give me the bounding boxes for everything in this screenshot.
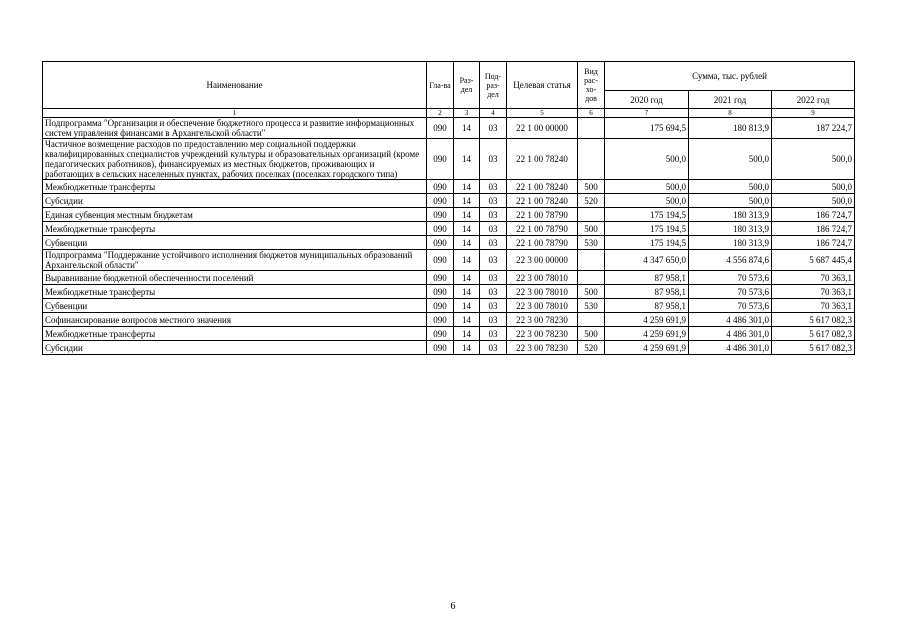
column-number-row [43,109,855,118]
row-value-2022: 5 617 082,3 [772,327,855,341]
header-podrazdel: Под-раз-дел [480,62,507,109]
row-vid [578,250,605,271]
row-podrazdel: 03 [480,327,507,341]
table-row [43,285,855,299]
row-celevaya: 22 1 00 78790 [507,208,578,222]
row-value-2020: 4 347 650,0 [605,250,689,271]
row-vid: 500 [578,285,605,299]
row-glava: 090 [427,139,454,180]
row-name: Единая субвенция местным бюджетам [43,208,427,222]
row-vid: 530 [578,236,605,250]
row-glava: 090 [427,327,454,341]
row-value-2022: 186 724,7 [772,236,855,250]
row-razdel: 14 [454,180,480,194]
row-vid [578,118,605,139]
header-razdel: Раз-дел [454,62,480,109]
col-number: 8 [689,109,772,118]
col-number: 2 [427,109,454,118]
row-podrazdel: 03 [480,180,507,194]
row-vid [578,208,605,222]
col-number: 3 [454,109,480,118]
row-vid: 500 [578,180,605,194]
table-body [43,118,855,355]
row-celevaya: 22 1 00 78790 [507,222,578,236]
header-2022: 2022 год [772,91,855,109]
row-podrazdel: 03 [480,250,507,271]
row-glava: 090 [427,222,454,236]
row-value-2021: 180 313,9 [689,236,772,250]
row-glava: 090 [427,236,454,250]
header-celevaya: Целевая статья [507,62,578,109]
row-value-2022: 500,0 [772,139,855,180]
row-name: Межбюджетные трансферты [43,285,427,299]
row-value-2022: 5 617 082,3 [772,313,855,327]
row-celevaya: 22 3 00 78230 [507,313,578,327]
table-row [43,313,855,327]
page-number: 6 [450,601,456,612]
table-row [43,327,855,341]
row-razdel: 14 [454,139,480,180]
row-value-2022: 500,0 [772,194,855,208]
row-razdel: 14 [454,236,480,250]
row-celevaya: 22 3 00 78230 [507,327,578,341]
row-value-2020: 175 194,5 [605,208,689,222]
row-value-2020: 4 259 691,9 [605,341,689,355]
row-value-2021: 180 313,9 [689,208,772,222]
row-value-2022: 500,0 [772,180,855,194]
row-glava: 090 [427,250,454,271]
header-vid: Вид рас-хо-дов [578,62,605,109]
row-vid: 520 [578,341,605,355]
row-value-2020: 4 259 691,9 [605,327,689,341]
row-razdel: 14 [454,194,480,208]
col-number: 5 [507,109,578,118]
row-razdel: 14 [454,250,480,271]
row-value-2021: 4 486 301,0 [689,327,772,341]
table-row [43,236,855,250]
header-name: Наименование [43,62,427,109]
row-razdel: 14 [454,299,480,313]
row-razdel: 14 [454,222,480,236]
col-number: 9 [772,109,855,118]
row-podrazdel: 03 [480,208,507,222]
row-value-2022: 70 363,1 [772,299,855,313]
table-row [43,271,855,285]
row-celevaya: 22 1 00 78790 [507,236,578,250]
row-vid: 500 [578,327,605,341]
col-number: 4 [480,109,507,118]
row-name: Субсидии [43,194,427,208]
row-value-2021: 180 813,9 [689,118,772,139]
row-value-2020: 175 194,5 [605,222,689,236]
row-value-2022: 187 224,7 [772,118,855,139]
table-row [43,180,855,194]
row-vid [578,313,605,327]
row-celevaya: 22 3 00 78010 [507,271,578,285]
row-glava: 090 [427,285,454,299]
table-row [43,299,855,313]
row-celevaya: 22 3 00 00000 [507,250,578,271]
table-row [43,222,855,236]
row-name: Софинансирование вопросов местного значения [43,313,427,327]
row-podrazdel: 03 [480,139,507,180]
row-celevaya: 22 3 00 78230 [507,341,578,355]
header-2021: 2021 год [689,91,772,109]
col-number: 7 [605,109,689,118]
row-value-2021: 70 573,6 [689,271,772,285]
row-name: Частичное возмещение расходов по предоставлению мер социальной поддержки квалифицированных специалистов учреждений культуры и образовательных организаций (кроме педагогических работников), финансируемых из местных бюджетов, проживающих и работающих в сельских населенных пунктах, рабочих поселках (поселках городского типа) [43,139,427,180]
row-name: Субвенции [43,299,427,313]
row-razdel: 14 [454,208,480,222]
col-number: 1 [43,109,427,118]
col-number: 6 [578,109,605,118]
row-value-2020: 500,0 [605,139,689,180]
row-celevaya: 22 1 00 78240 [507,194,578,208]
row-podrazdel: 03 [480,194,507,208]
row-value-2022: 186 724,7 [772,208,855,222]
row-vid: 500 [578,222,605,236]
row-value-2021: 4 556 874,6 [689,250,772,271]
row-name: Подпрограмма "Организация и обеспечение бюджетного процесса и развитие информационных систем управления финансами в Архангельской области" [43,118,427,139]
row-value-2020: 4 259 691,9 [605,313,689,327]
row-value-2021: 500,0 [689,139,772,180]
row-value-2021: 70 573,6 [689,299,772,313]
row-value-2020: 500,0 [605,194,689,208]
row-celevaya: 22 3 00 78010 [507,299,578,313]
row-name: Межбюджетные трансферты [43,327,427,341]
row-name: Межбюджетные трансферты [43,222,427,236]
row-glava: 090 [427,271,454,285]
row-value-2021: 500,0 [689,180,772,194]
row-podrazdel: 03 [480,285,507,299]
row-razdel: 14 [454,271,480,285]
row-name: Подпрограмма "Поддержание устойчивого исполнения бюджетов муниципальных образований Архангельской области" [43,250,427,271]
row-value-2021: 4 486 301,0 [689,341,772,355]
row-value-2021: 500,0 [689,194,772,208]
row-value-2020: 175 694,5 [605,118,689,139]
row-celevaya: 22 1 00 78240 [507,180,578,194]
row-value-2022: 70 363,1 [772,285,855,299]
row-glava: 090 [427,118,454,139]
row-podrazdel: 03 [480,341,507,355]
row-name: Межбюджетные трансферты [43,180,427,194]
row-podrazdel: 03 [480,236,507,250]
row-glava: 090 [427,208,454,222]
row-value-2021: 4 486 301,0 [689,313,772,327]
row-value-2021: 180 313,9 [689,222,772,236]
row-celevaya: 22 1 00 78240 [507,139,578,180]
row-value-2022: 186 724,7 [772,222,855,236]
row-podrazdel: 03 [480,313,507,327]
table-row [43,250,855,271]
row-value-2020: 87 958,1 [605,271,689,285]
row-vid [578,139,605,180]
row-razdel: 14 [454,327,480,341]
row-podrazdel: 03 [480,222,507,236]
row-razdel: 14 [454,313,480,327]
row-value-2020: 175 194,5 [605,236,689,250]
row-vid: 530 [578,299,605,313]
row-value-2020: 500,0 [605,180,689,194]
row-vid: 520 [578,194,605,208]
row-razdel: 14 [454,118,480,139]
row-glava: 090 [427,194,454,208]
budget-table [42,61,855,355]
header-glava: Гла-ва [427,62,454,109]
row-value-2022: 5 687 445,4 [772,250,855,271]
row-value-2020: 87 958,1 [605,299,689,313]
table-row [43,139,855,180]
row-name: Выравнивание бюджетной обеспеченности поселений [43,271,427,285]
header-summa: Сумма, тыс. рублей [605,62,855,91]
row-glava: 090 [427,299,454,313]
table-row [43,341,855,355]
row-razdel: 14 [454,285,480,299]
table-row [43,194,855,208]
row-value-2022: 5 617 082,3 [772,341,855,355]
row-value-2022: 70 363,1 [772,271,855,285]
row-name: Субсидии [43,341,427,355]
row-podrazdel: 03 [480,118,507,139]
header-2020: 2020 год [605,91,689,109]
row-podrazdel: 03 [480,299,507,313]
row-vid [578,271,605,285]
row-name: Субвенции [43,236,427,250]
row-podrazdel: 03 [480,271,507,285]
row-razdel: 14 [454,341,480,355]
row-value-2020: 87 958,1 [605,285,689,299]
row-celevaya: 22 3 00 78010 [507,285,578,299]
row-glava: 090 [427,341,454,355]
row-value-2021: 70 573,6 [689,285,772,299]
row-celevaya: 22 1 00 00000 [507,118,578,139]
table-row [43,208,855,222]
row-glava: 090 [427,313,454,327]
table-row [43,118,855,139]
row-glava: 090 [427,180,454,194]
